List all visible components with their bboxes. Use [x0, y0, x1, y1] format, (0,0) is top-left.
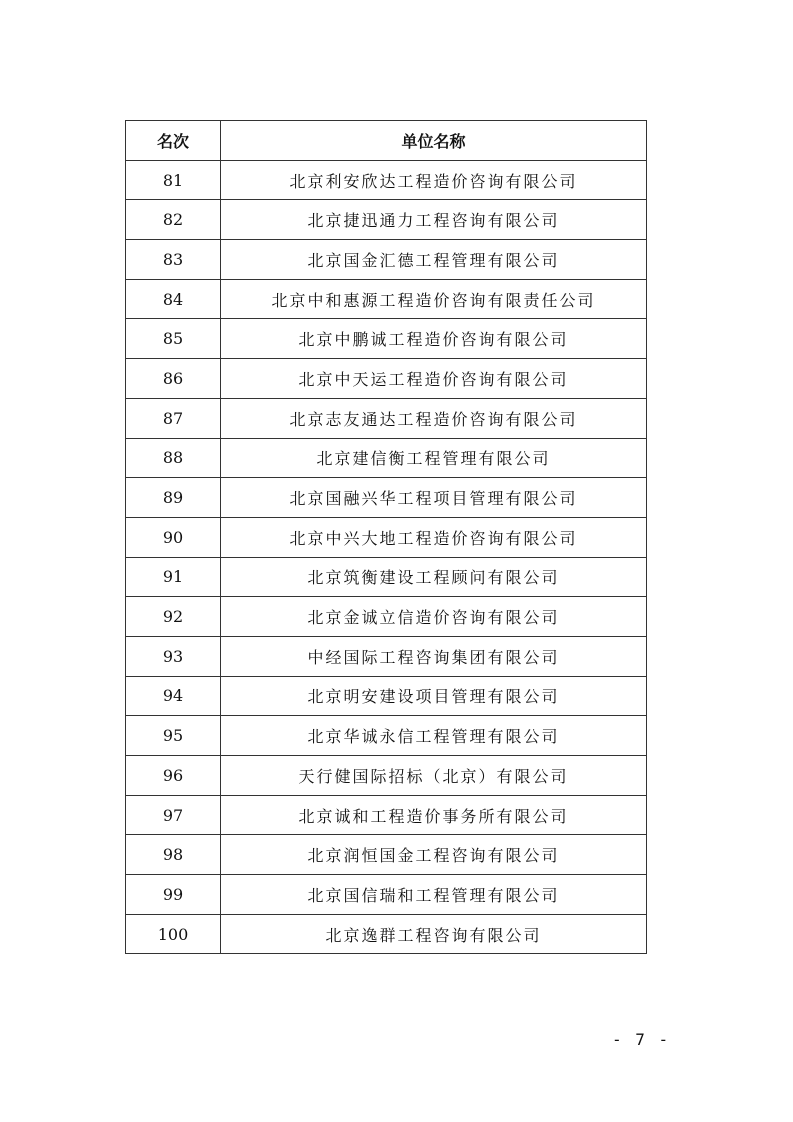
company-name-cell: 北京国信瑞和工程管理有限公司 [221, 875, 647, 915]
company-name-cell: 北京中鹏诚工程造价咨询有限公司 [221, 319, 647, 359]
table-row [126, 200, 647, 240]
company-name-cell: 北京华诚永信工程管理有限公司 [221, 716, 647, 756]
company-name-cell: 中经国际工程咨询集团有限公司 [221, 636, 647, 676]
table-row [126, 557, 647, 597]
rank-cell: 93 [126, 636, 221, 676]
table-row [126, 517, 647, 557]
table-row [126, 478, 647, 518]
company-name-cell: 北京诚和工程造价事务所有限公司 [221, 795, 647, 835]
table-row [126, 914, 647, 954]
rank-cell: 83 [126, 240, 221, 280]
rank-column-header: 名次 [126, 121, 221, 161]
company-name-cell: 北京志友通达工程造价咨询有限公司 [221, 398, 647, 438]
rank-cell: 91 [126, 557, 221, 597]
company-name-cell: 北京国金汇德工程管理有限公司 [221, 240, 647, 280]
company-name-cell: 北京筑衡建设工程顾问有限公司 [221, 557, 647, 597]
rank-cell: 92 [126, 597, 221, 637]
table-row [126, 676, 647, 716]
company-name-cell: 北京利安欣达工程造价咨询有限公司 [221, 160, 647, 200]
rank-cell: 86 [126, 359, 221, 399]
rank-cell: 87 [126, 398, 221, 438]
company-name-cell: 北京建信衡工程管理有限公司 [221, 438, 647, 478]
rank-cell: 81 [126, 160, 221, 200]
company-name-cell: 北京中天运工程造价咨询有限公司 [221, 359, 647, 399]
rank-cell: 89 [126, 478, 221, 518]
name-column-header: 单位名称 [221, 121, 647, 161]
rank-cell: 98 [126, 835, 221, 875]
table-row [126, 597, 647, 637]
table-header-row [126, 121, 647, 161]
table-body [126, 160, 647, 954]
company-name-cell: 北京捷迅通力工程咨询有限公司 [221, 200, 647, 240]
rank-cell: 85 [126, 319, 221, 359]
company-name-cell: 北京中和惠源工程造价咨询有限责任公司 [221, 279, 647, 319]
table-row [126, 240, 647, 280]
rank-cell: 94 [126, 676, 221, 716]
table-row [126, 438, 647, 478]
rank-cell: 97 [126, 795, 221, 835]
table-row [126, 716, 647, 756]
ranking-table [125, 120, 647, 954]
company-name-cell: 北京金诚立信造价咨询有限公司 [221, 597, 647, 637]
table-row [126, 319, 647, 359]
company-name-cell: 天行健国际招标（北京）有限公司 [221, 756, 647, 796]
rank-cell: 82 [126, 200, 221, 240]
rank-cell: 99 [126, 875, 221, 915]
company-name-cell: 北京逸群工程咨询有限公司 [221, 914, 647, 954]
table-row [126, 636, 647, 676]
table-row [126, 795, 647, 835]
table-row [126, 279, 647, 319]
rank-cell: 90 [126, 517, 221, 557]
company-name-cell: 北京中兴大地工程造价咨询有限公司 [221, 517, 647, 557]
table-row [126, 359, 647, 399]
rank-cell: 100 [126, 914, 221, 954]
rank-cell: 96 [126, 756, 221, 796]
table-row [126, 398, 647, 438]
table-row [126, 875, 647, 915]
rank-cell: 95 [126, 716, 221, 756]
company-name-cell: 北京明安建设项目管理有限公司 [221, 676, 647, 716]
company-name-cell: 北京润恒国金工程咨询有限公司 [221, 835, 647, 875]
company-name-cell: 北京国融兴华工程项目管理有限公司 [221, 478, 647, 518]
rank-cell: 84 [126, 279, 221, 319]
table-row [126, 160, 647, 200]
table-row [126, 835, 647, 875]
rank-cell: 88 [126, 438, 221, 478]
page-number: - 7 - [612, 1030, 671, 1049]
table-row [126, 756, 647, 796]
